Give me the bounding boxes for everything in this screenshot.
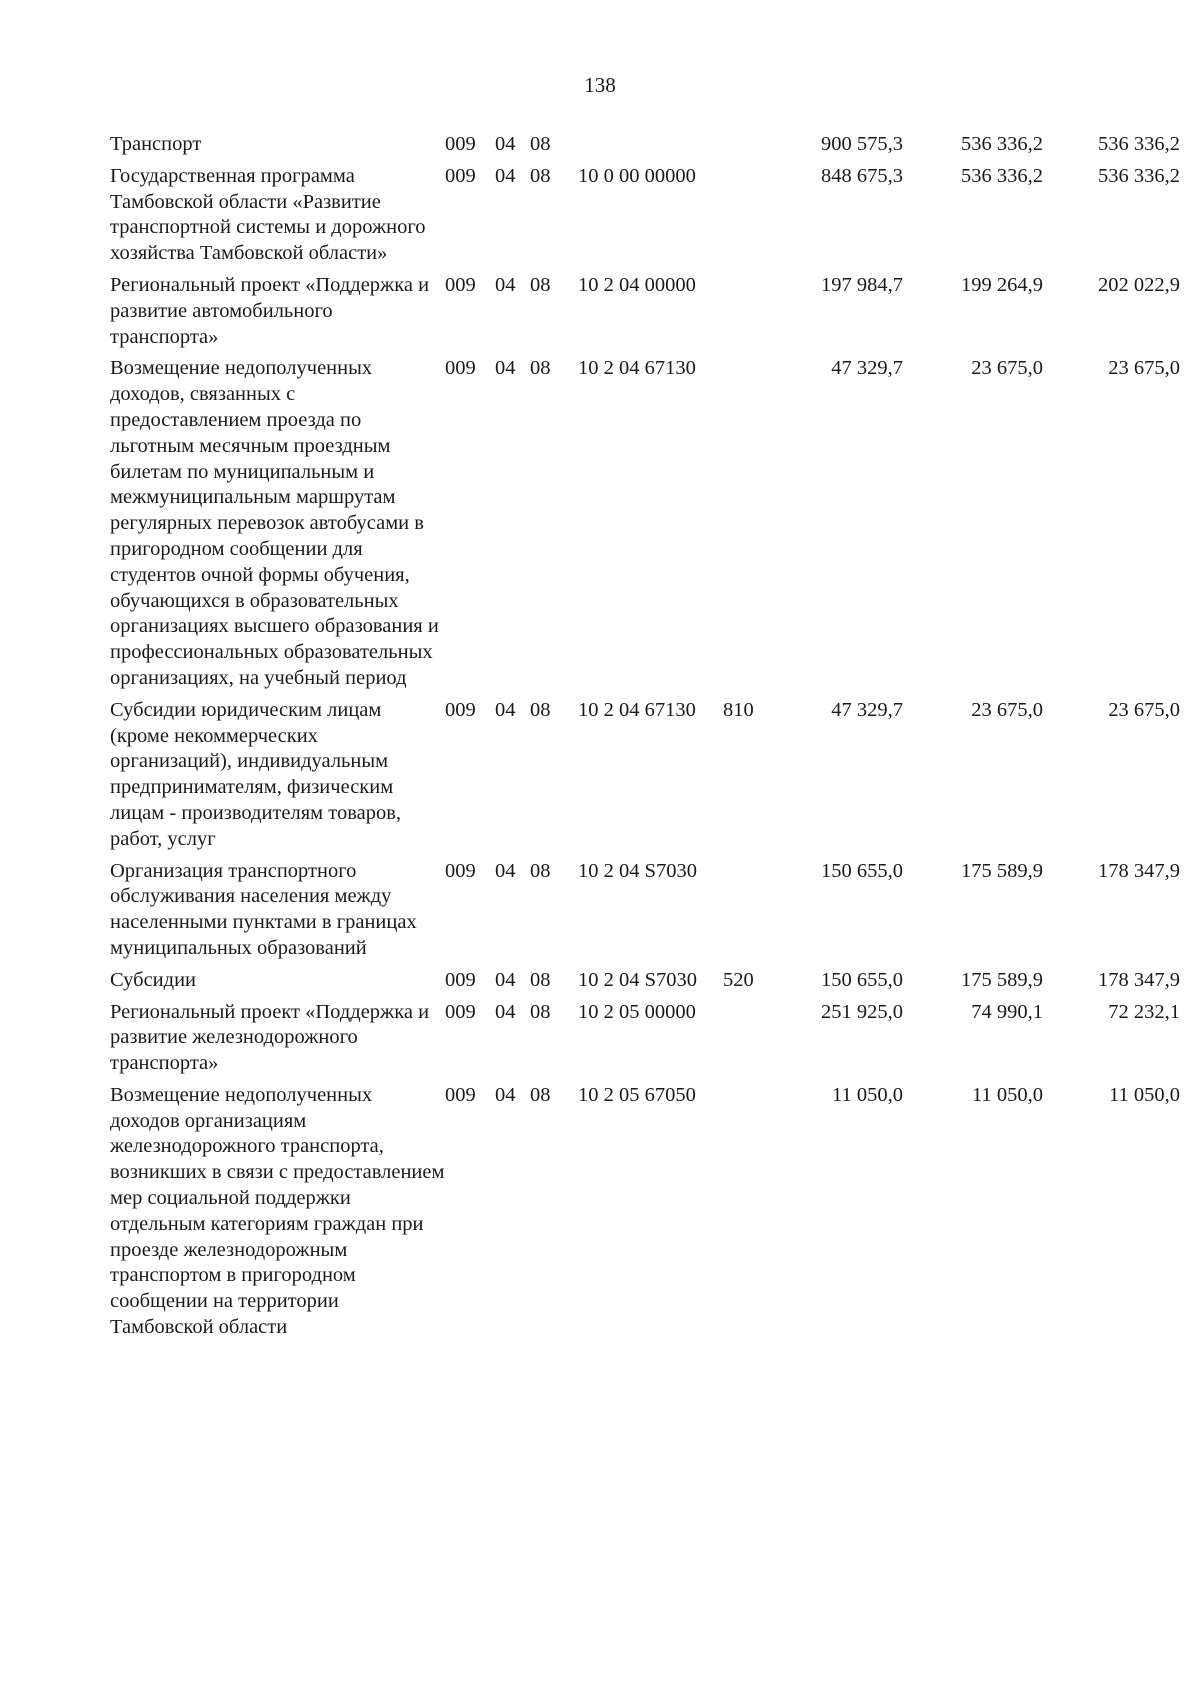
row-amount-year-1: 150 655,0 (821, 968, 903, 991)
table-row (110, 698, 1180, 859)
row-target-article: 10 2 04 67130 (578, 357, 696, 380)
row-target-article: 10 2 04 67130 (578, 698, 696, 721)
row-amount-year-2: 536 336,2 (961, 164, 1043, 187)
row-subsection-code: 08 (530, 133, 551, 155)
row-amount-year-1: 251 925,0 (821, 1000, 903, 1023)
row-expense-type (723, 1000, 783, 1083)
row-department-code: 009 (445, 1000, 476, 1023)
row-department-code: 009 (445, 164, 476, 187)
row-department-code: 009 (445, 698, 476, 721)
row-expense-type (723, 1083, 783, 1347)
row-amount-year-3: 536 336,2 (1098, 133, 1180, 155)
row-expense-type (723, 356, 783, 697)
row-department-code: 009 (445, 1083, 476, 1106)
row-expense-type: 520 (723, 968, 754, 991)
row-department-code: 009 (445, 133, 476, 155)
row-amount-year-3: 23 675,0 (1108, 357, 1180, 380)
table-row (110, 1000, 1180, 1083)
row-department-code: 009 (445, 273, 476, 296)
row-amount-year-2: 23 675,0 (971, 698, 1043, 721)
table-row (110, 1083, 1180, 1347)
table-row (110, 132, 1180, 164)
table-row (110, 164, 1180, 273)
row-amount-year-3: 72 232,1 (1108, 1000, 1180, 1023)
row-target-article: 10 2 04 S7030 (578, 859, 698, 882)
row-target-article: 10 2 04 00000 (578, 273, 696, 296)
row-amount-year-1: 900 575,3 (821, 133, 903, 155)
row-section-code: 04 (495, 357, 516, 380)
row-subsection-code: 08 (530, 698, 551, 721)
row-section-code: 04 (495, 1083, 516, 1106)
row-amount-year-1: 47 329,7 (831, 698, 903, 721)
row-amount-year-2: 23 675,0 (971, 357, 1043, 380)
row-subsection-code: 08 (530, 968, 551, 991)
row-amount-year-3: 178 347,9 (1098, 859, 1180, 882)
row-amount-year-3: 178 347,9 (1098, 968, 1180, 991)
row-target-article: 10 2 05 00000 (578, 1000, 696, 1023)
row-amount-year-3: 11 050,0 (1109, 1083, 1180, 1106)
row-amount-year-2: 536 336,2 (961, 133, 1043, 155)
row-subsection-code: 08 (530, 1000, 551, 1023)
row-section-code: 04 (495, 133, 516, 155)
row-section-code: 04 (495, 164, 516, 187)
row-amount-year-1: 848 675,3 (821, 164, 903, 187)
row-expense-type (723, 859, 783, 968)
row-name: Транспорт (110, 133, 202, 155)
row-section-code: 04 (495, 698, 516, 721)
row-name: Возмещение недополученных доходов, связанных с предоставлением проезда по льготным месячным проездным билетам по муниципальным и межмуниципальным маршрутам регулярных перевозок автобусами в пригородном сообщении для студентов очной формы обучения, обучающихся в образовательных организациях высшего образования и профессиональных образовательных организациях, на учебный период (110, 357, 439, 689)
row-subsection-code: 08 (530, 164, 551, 187)
row-name: Возмещение недополученных доходов организациям железнодорожного транспорта, возникших в связи с предоставлением мер социальной поддержки отдельным категориям граждан при проезде железнодорожным транспортом в пригородном сообщении на территории Тамбовской области (110, 1083, 445, 1339)
row-department-code: 009 (445, 357, 476, 380)
row-amount-year-2: 175 589,9 (961, 968, 1043, 991)
row-name: Субсидии юридическим лицам (кроме некоммерческих организаций), индивидуальным предпринимателям, физическим лицам - производителям товаров, работ, услуг (110, 698, 402, 850)
row-name: Региональный проект «Поддержка и развитие железнодорожного транспорта» (110, 1000, 430, 1075)
row-expense-type: 810 (723, 698, 754, 721)
row-section-code: 04 (495, 273, 516, 296)
row-name: Субсидии (110, 968, 197, 991)
table-row (110, 968, 1180, 1000)
row-amount-year-1: 47 329,7 (831, 357, 903, 380)
row-subsection-code: 08 (530, 273, 551, 296)
row-section-code: 04 (495, 859, 516, 882)
row-expense-type (723, 132, 783, 164)
budget-table (110, 132, 1180, 1347)
table-row (110, 273, 1180, 356)
row-name: Организация транспортного обслуживания населения между населенными пунктами в границах муниципальных образований (110, 859, 417, 959)
row-subsection-code: 08 (530, 859, 551, 882)
row-amount-year-1: 150 655,0 (821, 859, 903, 882)
row-amount-year-1: 197 984,7 (821, 273, 903, 296)
table-row (110, 859, 1180, 968)
row-amount-year-1: 11 050,0 (832, 1083, 903, 1106)
row-section-code: 04 (495, 968, 516, 991)
row-target-article: 10 2 05 67050 (578, 1083, 696, 1106)
row-amount-year-3: 202 022,9 (1098, 273, 1180, 296)
row-section-code: 04 (495, 1000, 516, 1023)
row-department-code: 009 (445, 859, 476, 882)
row-target-article: 10 2 04 S7030 (578, 968, 698, 991)
row-department-code: 009 (445, 968, 476, 991)
page-number: 138 (584, 73, 616, 97)
row-target-article: 10 0 00 00000 (578, 164, 696, 187)
row-amount-year-3: 536 336,2 (1098, 164, 1180, 187)
row-amount-year-2: 74 990,1 (971, 1000, 1043, 1023)
row-amount-year-2: 175 589,9 (961, 859, 1043, 882)
row-name: Региональный проект «Поддержка и развитие автомобильного транспорта» (110, 273, 430, 348)
table-row (110, 356, 1180, 697)
row-expense-type (723, 164, 783, 273)
row-amount-year-2: 11 050,0 (972, 1083, 1043, 1106)
row-subsection-code: 08 (530, 357, 551, 380)
row-amount-year-3: 23 675,0 (1108, 698, 1180, 721)
row-target-article (578, 132, 723, 164)
row-subsection-code: 08 (530, 1083, 551, 1106)
row-amount-year-2: 199 264,9 (961, 273, 1043, 296)
row-expense-type (723, 273, 783, 356)
row-name: Государственная программа Тамбовской области «Развитие транспортной системы и дорожного хозяйства Тамбовской области» (110, 164, 426, 265)
